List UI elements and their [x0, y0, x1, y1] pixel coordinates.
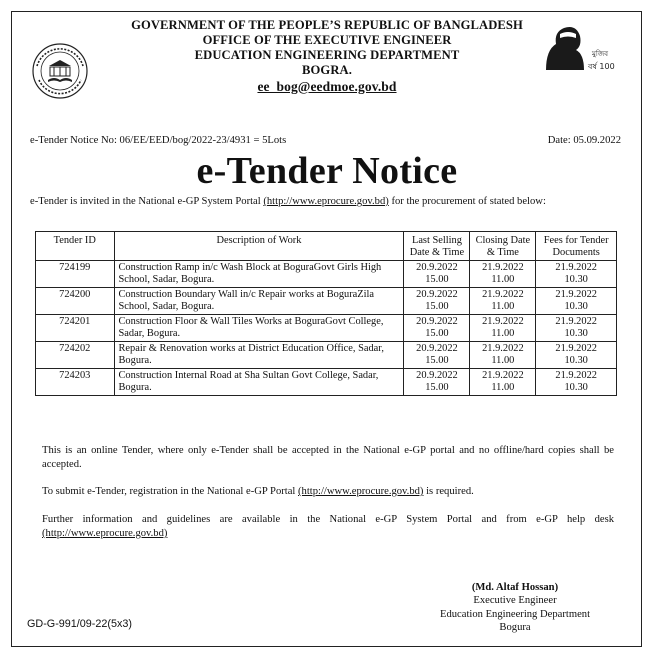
office-email-link[interactable]: ee_bog@eedmoe.gov.bd: [257, 79, 397, 94]
header-closing: Closing Date & Time: [470, 232, 536, 261]
work-description: Construction Boundary Wall in/c Repair works at BoguraZila School, Sadar, Bogura.: [114, 288, 404, 315]
fee-date: 21.9.2022: [555, 343, 597, 354]
page-title: e-Tender Notice: [196, 150, 458, 192]
fee-time: 10.30: [564, 382, 588, 393]
signatory-name: (Md. Altaf Hossan): [471, 582, 559, 593]
fee-cell: [536, 342, 617, 369]
signatory-department: Education Engineering Department: [439, 608, 591, 620]
information-paragraph: [42, 513, 614, 541]
closing-time: 11.00: [491, 382, 515, 393]
fee-cell: [536, 369, 617, 396]
last-selling-time: 15.00: [425, 301, 449, 312]
closing-time: 11.00: [491, 301, 515, 312]
fee-cell: [536, 261, 617, 288]
last-selling-cell: [404, 342, 470, 369]
header-description: Description of Work: [114, 232, 404, 261]
tender-id: 724201: [36, 315, 115, 342]
header-government: GOVERNMENT OF THE PEOPLE’S REPUBLIC OF BANGLADESH: [131, 18, 523, 32]
notice-date: Date: 05.09.2022: [547, 135, 621, 146]
fee-date: 21.9.2022: [555, 289, 597, 300]
work-description: Construction Floor & Wall Tiles Works at BoguraGovt College, Sadar, Bogura.: [114, 315, 404, 342]
signatory-location: Bogura: [499, 621, 531, 633]
registration-text-after: is required.: [423, 486, 474, 497]
last-selling-cell: [404, 288, 470, 315]
eprocure-link[interactable]: (http://www.eprocure.gov.bd): [263, 196, 389, 207]
tender-id: 724200: [36, 288, 115, 315]
header-department: EDUCATION ENGINEERING DEPARTMENT: [194, 48, 460, 62]
intro-text-before: e-Tender is invited in the National e-GP System Portal: [30, 196, 264, 207]
tender-id: 724199: [36, 261, 115, 288]
closing-cell: [470, 342, 536, 369]
work-description: Repair & Renovation works at District Education Office, Sadar, Bogura.: [114, 342, 404, 369]
tender-id: 724203: [36, 369, 115, 396]
closing-cell: [470, 369, 536, 396]
table-row: [36, 315, 617, 342]
tender-table: [35, 231, 617, 396]
last-selling-time: 15.00: [425, 328, 449, 339]
last-selling-cell: [404, 369, 470, 396]
closing-date: 21.9.2022: [482, 343, 524, 354]
closing-cell: [470, 261, 536, 288]
header-tender-id: Tender ID: [36, 232, 115, 261]
information-text: Further information and guidelines are available in the National e-GP System Portal and from e-GP help desk: [42, 514, 614, 525]
last-selling-cell: [404, 261, 470, 288]
fee-time: 10.30: [564, 328, 588, 339]
fee-cell: [536, 315, 617, 342]
header-city: BOGRA.: [302, 63, 352, 77]
last-selling-cell: [404, 315, 470, 342]
eprocure-link[interactable]: (http://www.eprocure.gov.bd): [42, 528, 168, 539]
fee-time: 10.30: [564, 274, 588, 285]
closing-time: 11.00: [491, 328, 515, 339]
last-selling-date: 20.9.2022: [416, 316, 458, 327]
mujib-label-bottom: বর্ষ 100: [588, 62, 615, 71]
table-row: [36, 288, 617, 315]
signatory-designation: Executive Engineer: [473, 595, 557, 607]
closing-date: 21.9.2022: [482, 262, 524, 273]
intro-text: [30, 196, 590, 209]
header-fees: Fees for Tender Documents: [536, 232, 617, 261]
eprocure-link[interactable]: (http://www.eprocure.gov.bd): [298, 486, 424, 497]
closing-cell: [470, 288, 536, 315]
closing-date: 21.9.2022: [482, 316, 524, 327]
registration-text-before: To submit e-Tender, registration in the National e-GP Portal: [42, 486, 299, 497]
office-header: [0, 18, 654, 95]
work-description: Construction Internal Road at Sha Sultan Govt College, Sadar, Bogura.: [114, 369, 404, 396]
last-selling-time: 15.00: [425, 355, 449, 366]
registration-paragraph: [42, 485, 614, 499]
closing-cell: [470, 315, 536, 342]
signature-block: [420, 581, 610, 634]
tender-id: 724202: [36, 342, 115, 369]
fee-date: 21.9.2022: [555, 316, 597, 327]
intro-text-after: for the procurement of stated below:: [388, 196, 546, 207]
closing-date: 21.9.2022: [482, 370, 524, 381]
table-row: [36, 342, 617, 369]
fee-cell: [536, 288, 617, 315]
last-selling-date: 20.9.2022: [416, 343, 458, 354]
publication-code: GD-G-991/09-22(5x3): [27, 618, 133, 630]
fee-date: 21.9.2022: [555, 262, 597, 273]
closing-time: 11.00: [491, 274, 515, 285]
closing-time: 11.00: [491, 355, 515, 366]
fee-time: 10.30: [564, 355, 588, 366]
table-header-row: [36, 232, 617, 261]
last-selling-date: 20.9.2022: [416, 262, 458, 273]
header-last-selling: Last Selling Date & Time: [404, 232, 470, 261]
last-selling-date: 20.9.2022: [416, 289, 458, 300]
work-description: Construction Ramp in/c Wash Block at BoguraGovt Girls High School, Sadar, Bogura.: [114, 261, 404, 288]
notice-number: e-Tender Notice No: 06/EE/EED/bog/2022-23/4931 = 5Lots: [30, 135, 287, 146]
mujib-label-top: মুজিব: [592, 50, 609, 58]
last-selling-time: 15.00: [425, 382, 449, 393]
table-row: [36, 369, 617, 396]
table-row: [36, 261, 617, 288]
fee-date: 21.9.2022: [555, 370, 597, 381]
fee-time: 10.30: [564, 301, 588, 312]
last-selling-date: 20.9.2022: [416, 370, 458, 381]
last-selling-time: 15.00: [425, 274, 449, 285]
closing-date: 21.9.2022: [482, 289, 524, 300]
header-office: OFFICE OF THE EXECUTIVE ENGINEER: [202, 33, 452, 47]
online-tender-paragraph: This is an online Tender, where only e-Tender shall be accepted in the National e-GP portal and no offline/hard copies shall be accepted.: [42, 445, 614, 470]
